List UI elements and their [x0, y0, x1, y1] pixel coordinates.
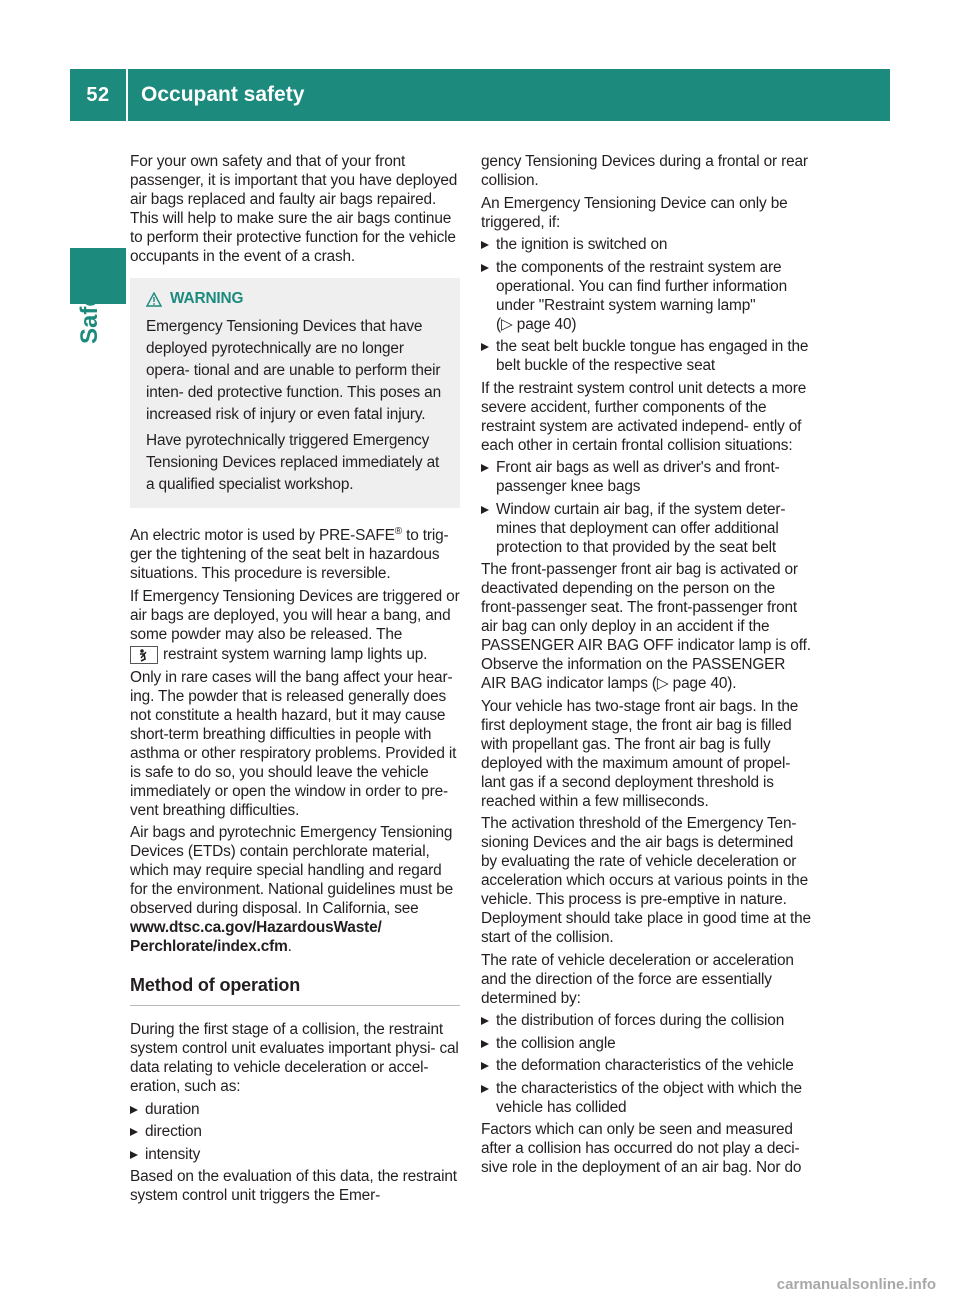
section-heading: Method of operation: [130, 976, 460, 1006]
list-item: the deformation characteristics of the vehicle: [481, 1056, 813, 1075]
warning-label: WARNING: [170, 290, 244, 307]
dtsc-link[interactable]: www.dtsc.ca.gov/HazardousWaste/ Perchlorate/index.cfm: [130, 919, 382, 956]
continued-paragraph: gency Tensioning Devices during a frontal or rear collision.: [481, 153, 808, 189]
list-item: Window curtain air bag, if the system deter- mines that deployment can offer additional protection to that provided by the seat belt: [481, 500, 813, 557]
rate-paragraph: The rate of vehicle deceleration or acceleration and the direction of the force are essentially determined by:: [481, 951, 794, 1007]
registered-mark: ®: [394, 526, 402, 537]
lamp-text: restraint system warning lamp lights up.: [163, 645, 428, 663]
two-stage-paragraph: Your vehicle has two-stage front air bags. In the first deployment stage, the front air bag is filled with propellant gas. The front air bag is fully deployed with the maximum amount of propel- lant gas if a second deployment threshold is reached within a few milliseconds.: [481, 697, 799, 810]
triggered-paragraph: If Emergency Tensioning Devices are triggered or air bags are deployed, you will hear a bang, and some powder may also be released. The: [130, 587, 460, 643]
lamp-paragraph: [130, 645, 460, 665]
list-item: the distribution of forces during the collision: [481, 1011, 813, 1030]
seat-belt-warning-icon: [130, 646, 158, 664]
factors-paragraph: Factors which can only be seen and measured after a collision has occurred do not play a deci- sive role in the deployment of an air bag. Nor do: [481, 1121, 802, 1176]
list-item: the seat belt buckle tongue has engaged in the belt buckle of the respective seat: [481, 337, 813, 375]
rate-list: [481, 1011, 813, 1117]
warning-text-1: Emergency Tensioning Devices that have deployed pyrotechnically are no longer opera- tional and are unable to perform their inten- ded protective function. This poses an increased risk of injury or even fatal injury.: [146, 318, 441, 423]
list-item: the ignition is switched on: [481, 235, 813, 254]
page-title: Occupant safety: [141, 83, 305, 106]
presafe-text-b: to trig- ger the tightening of the seat belt in hazardous situations. This procedure is reversible.: [130, 527, 449, 583]
warning-box: [130, 278, 460, 508]
list-item: the collision angle: [481, 1034, 813, 1053]
etd-text: Air bags and pyrotechnic Emergency Tensioning Devices (ETDs) contain perchlorate material, which may require special handling and regard for the environment. National guidelines must be observed during disposal. In California, see: [130, 824, 454, 918]
list-item: direction: [130, 1122, 460, 1141]
threshold-paragraph: The activation threshold of the Emergency Ten- sioning Devices and the air bags is determined by evaluating the rate of vehicle deceleration or acceleration which occurs at various points in the vehicle. This process is pre-emptive in nature. Deployment should take place in good time at the start of the collision.: [481, 815, 811, 946]
page-ref-link[interactable]: (▷ page 40): [496, 315, 577, 333]
list-item: intensity: [130, 1145, 460, 1164]
list-item: the characteristics of the object with which the vehicle has collided: [481, 1079, 813, 1117]
watermark: carmanualsonline.info: [776, 1276, 936, 1293]
intro-paragraph: For your own safety and that of your front passenger, it is important that you have deployed air bags replaced and faulty air bags repaired. This will help to make sure the air bags continue to perform their protective function for the vehicle occupants in the event of a crash.: [130, 153, 458, 265]
link-period: .: [287, 938, 292, 956]
condition-text: the components of the restraint system are operational. You can find further information under "Restraint system warning lamp": [496, 258, 787, 314]
only-triggered-paragraph: An Emergency Tensioning Device can only be triggered, if:: [481, 194, 788, 231]
based-paragraph: Based on the evaluation of this data, the restraint system control unit triggers the Emer-: [130, 1168, 457, 1205]
severe-paragraph: If the restraint system control unit detects a more severe accident, further components of the restraint system are activated independ- ently of each other in certain frontal collision situations:: [481, 379, 807, 454]
conditions-list: [481, 235, 813, 375]
etd-paragraph: [130, 823, 460, 956]
list-item: duration: [130, 1100, 460, 1119]
list-item: Front air bags as well as driver's and front- passenger knee bags: [481, 458, 813, 496]
data-items-list: [130, 1100, 460, 1164]
warning-text-2: Have pyrotechnically triggered Emergency Tensioning Devices replaced immediately at a qualified specialist workshop.: [146, 432, 440, 493]
presafe-text-a: An electric motor is used by PRE-SAFE: [130, 527, 395, 545]
page-number: 52: [86, 83, 110, 106]
header-divider: [126, 69, 128, 121]
right-column: [481, 152, 813, 1181]
warning-header: [146, 288, 450, 310]
left-column: [130, 152, 460, 1209]
rare-cases-paragraph: Only in rare cases will the bang affect your hear- ing. The powder that is released generally does not constitute a health hazard, but it may cause short-term breathing difficulties in people with asthma or other respiratory problems. Provided it is safe to do so, you should leave the vehicle immediately or open the window in order to pre- vent breathing difficulties.: [130, 668, 457, 819]
presafe-paragraph: [130, 522, 460, 583]
side-tab-label: Safety: [75, 271, 103, 344]
front-passenger-paragraph: The front-passenger front air bag is activated or deactivated depending on the person on the front-passenger seat. The front-passenger front air bag can only deploy in an accident if the PASSENGER AIR BAG OFF indicator lamp is off. Observe the information on the PASSENGER AIR BAG indicator lamps (▷ page 40).: [481, 561, 811, 692]
list-item: [481, 258, 813, 334]
severe-list: [481, 458, 813, 557]
warning-triangle-icon: [146, 292, 162, 307]
first-stage-paragraph: During the first stage of a collision, the restraint system control unit evaluates important physi- cal data relating to vehicle deceleration or accel- eration, such as:: [130, 1021, 459, 1096]
